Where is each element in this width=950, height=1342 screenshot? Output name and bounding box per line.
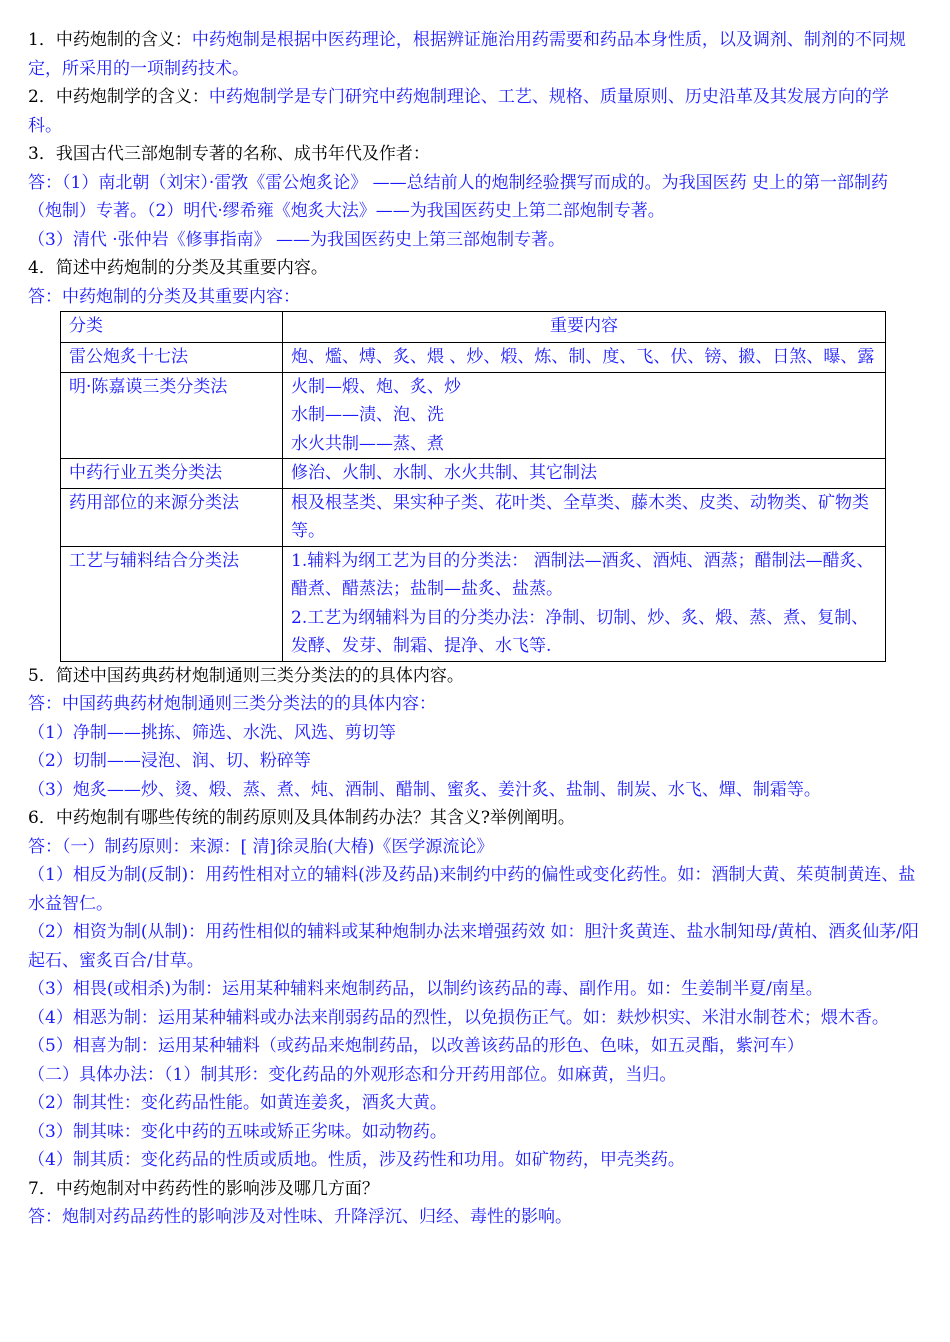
q2-label: 2．中药炮制学的含义：	[28, 87, 209, 107]
table-row	[61, 546, 886, 661]
content-line: 1.辅料为纲工艺为目的分类法： 酒制法—酒炙、酒炖、酒蒸；醋制法—醋炙、醋煮、醋蒸法；盐制—盐炙、盐蒸。	[291, 550, 874, 599]
table-row	[61, 372, 886, 459]
q5-item: （3）炮炙——炒、烫、煅、蒸、煮、炖、酒制、醋制、蜜炙、姜汁炙、盐制、制炭、水飞、燀、制霜等。	[28, 779, 821, 800]
table-cell-category: 中药行业五类分类法	[61, 459, 283, 489]
q6-principle: （5）相喜为制：运用某种辅料（或药品来炮制药品，以改善该药品的形色、色味，如五灵酯，紫河车）	[28, 1036, 804, 1056]
q6-principle: （4）相恶为制：运用某种辅料或办法来削弱药品的烈性，以免损伤正气。如：麸炒枳实、米泔水制苍术；煨木香。	[28, 1007, 889, 1028]
q6-method: （二）具体办法：（1）制其形：变化药品的外观形态和分开药用部位。如麻黄，当归。	[28, 1064, 677, 1085]
q6-method: （4）制其质：变化药品的性质或质地。性质，涉及药性和功用。如矿物药，甲壳类药。	[28, 1150, 685, 1170]
q1-paragraph	[28, 26, 922, 83]
q7-answer: 答：炮制对药品药性的影响涉及对性味、升降浮沉、归经、毒性的影响。	[28, 1207, 572, 1227]
table-cell-content	[283, 343, 886, 373]
content-line: 根及根茎类、果实种子类、花叶类、全草类、藤木类、皮类、动物类、矿物类等。	[291, 492, 869, 541]
content-line: 炮、爁、煿、炙、煨 、炒、煅、炼、制、度、飞、伏、镑、摋、日煞、曝、露	[291, 347, 875, 367]
table-cell-content	[283, 459, 886, 489]
content-line: 火制—煅、炮、炙、炒	[291, 376, 461, 397]
content-line: 水制——渍、泡、洗	[291, 405, 444, 425]
table-cell-content	[283, 372, 886, 459]
q1-label: 1．中药炮制的含义：	[28, 30, 192, 50]
q7-question: 7．中药炮制对中药药性的影响涉及哪几方面？	[28, 1178, 379, 1199]
q6-principle: （3）相畏(或相杀)为制：运用某种辅料来炮制药品，以制约该药品的毒、副作用。如：生姜制半夏/南星。	[28, 979, 823, 999]
table-header-row	[61, 312, 886, 343]
q6-answer-intro: 答：（一）制药原则：来源：[ 清]徐灵胎(大椿)《医学源流论》	[28, 836, 494, 857]
q6-method: （3）制其味：变化中药的五味或矫正劣味。如动物药。	[28, 1121, 447, 1142]
q2-answer: 中药炮制学是专门研究中药炮制理论、工艺、规格、质量原则、历史沿革及其发展方向的学科。	[28, 87, 889, 136]
table-cell-category: 雷公炮炙十七法	[61, 343, 283, 373]
q5-answer-intro: 答：中国药典药材炮制通则三类分类法的的具体内容：	[28, 694, 436, 714]
q5-item: （2）切制——浸泡、润、切、粉碎等	[28, 751, 311, 771]
q6-principle: （1）相反为制(反制)：用药性相对立的辅料(涉及药品)来制约中药的偏性或变化药性。如：酒制大黄、茱萸制黄连、盐水益智仁。	[28, 865, 916, 914]
table-header-category: 分类	[61, 312, 283, 343]
q3-question: 3．我国古代三部炮制专著的名称、成书年代及作者：	[28, 144, 430, 164]
q6-question: 6．中药炮制有哪些传统的制药原则及具体制药办法？其含义?举例阐明。	[28, 808, 575, 828]
q5-question: 5．简述中国药典药材炮制通则三类分类法的的具体内容。	[28, 665, 464, 686]
q4-question: 4．简述中药炮制的分类及其重要内容。	[28, 258, 328, 278]
table-cell-category: 工艺与辅料结合分类法	[61, 546, 283, 661]
table-cell-category: 明·陈嘉谟三类分类法	[61, 372, 283, 459]
q3-answer-1: 答：（1）南北朝（刘宋）·雷敩《雷公炮炙论》 ——总结前人的炮制经验撰写而成的。为我国医药 史上的第一部制药（炮制）专著。（2）明代·缪希雍《炮炙大法》——为我国医药史上第二部炮制专著。	[28, 172, 889, 221]
q6-method: （2）制其性：变化药品性能。如黄连姜炙，酒炙大黄。	[28, 1093, 447, 1113]
table-header-content: 重要内容	[283, 312, 886, 343]
q4-answer-intro: 答：中药炮制的分类及其重要内容：	[28, 286, 300, 307]
q2-paragraph	[28, 83, 922, 140]
table-cell-category: 药用部位的来源分类法	[61, 488, 283, 546]
table-row	[61, 343, 886, 373]
q6-principle: （2）相资为制(从制)：用药性相似的辅料或某种炮制办法来增强药效 如：胆汁炙黄连、盐水制知母/黄柏、酒炙仙茅/阳起石、蜜炙百合/甘草。	[28, 922, 919, 971]
q3-answer-2: （3）清代 ·张仲岩《修事指南》 ——为我国医药史上第三部炮制专著。	[28, 229, 566, 250]
q5-item: （1）净制——挑拣、筛选、水洗、风选、剪切等	[28, 722, 396, 743]
table-row	[61, 459, 886, 489]
table-cell-content	[283, 488, 886, 546]
q1-answer: 中药炮制是根据中医药理论，根据辨证施治用药需要和药品本身性质，以及调剂、制剂的不同规定，所采用的一项制药技术。	[28, 30, 906, 79]
content-line: 修治、火制、水制、水火共制、其它制法	[291, 463, 597, 483]
table-row	[61, 488, 886, 546]
table-cell-content	[283, 546, 886, 661]
content-line: 2.工艺为纲辅料为目的分类办法：净制、切制、炒、炙、煅、蒸、煮、复制、发酵、发芽、制霜、提净、水飞等.	[291, 607, 869, 656]
classification-table	[60, 311, 886, 662]
content-line: 水火共制——蒸、煮	[291, 433, 444, 454]
